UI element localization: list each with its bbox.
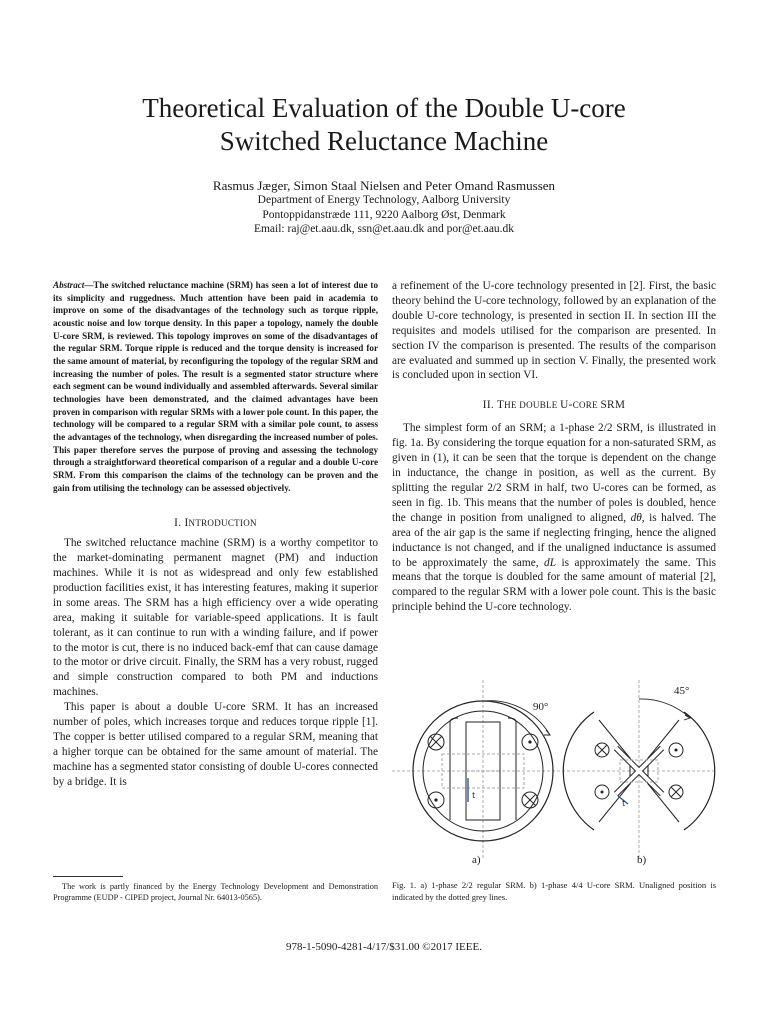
title-line-2: Switched Reluctance Machine [219, 126, 549, 156]
footnote-rule [53, 876, 123, 877]
angle-label-90: 90° [533, 701, 549, 713]
intro-continuation: a refinement of the U-core technology presented in [2]. First, the basic theory behind the U-core technology, followed by an explanation of the double U-core technology, is presented in section II. In section III the requisites and models utilised for the comparison are presented. In section IV the comparison is presented. The results of the comparison are evaluated and summed up in section V. Finally, the presented work is concluded upon in section VI. [392, 280, 716, 382]
abstract [53, 279, 378, 494]
address: Pontoppidanstræde 111, 9220 Aalborg Øst, Denmark [262, 208, 506, 221]
tp-label-a: t [472, 791, 476, 800]
math-dL: dL [544, 556, 556, 569]
abstract-text: —The switched reluctance machine (SRM) has seen a lot of interest due to its simplicity and ruggedness. Much attention have been paid in academia to improve on some of the disadvantages of the technology such as torque ripple, acoustic noise and low torque density. In this paper a topology, namely the double U-core SRM, is reviewed. This topology improves on some of the disadvantages of the regular SRM. Torque ripple is reduced and the torque density is increased for the same amount of material, by reconfiguring the topology of the regular SRM and increasing the number of poles. The result is a segmented stator structure where each segment can be wound individually and assembled afterwards. Several similar technologies have been demonstrated, and the claimed advantages have been proven in comparison with regular SRMs with a lower pole count. In this paper, the technology will be compared to a regular SRM with a similar pole count, to assess the advantages of the technology, when disregarding the increased number of poles. This paper therefore serves the purpose of proving and assessing the technology through a straightforward theoretical comparison of a regular and a double U-core SRM. From this comparison the claims of the technology can be proven and the gain from utilising the technology can be assessed objectively. [53, 280, 378, 493]
intro-paragraph-2: This paper is about a double U-core SRM. It has an increased number of poles, which increases torque and reduces torque ripple [1]. The copper is better utilised compared to a regular SRM, meaning that a higher torque can be obtained for the same amount of material. The machine has a segmented stator consisting of double U-cores connected by a bridge. It is [53, 701, 378, 788]
section-heading-introduction [53, 516, 378, 530]
subfigure-label-b: b) [637, 854, 647, 866]
section2-paragraph-1 [392, 421, 716, 615]
text-run: The simplest form of an SRM; a 1-phase 2/2 SRM, is illustrated in fig. 1a. By considering the torque equation for a non-saturated SRM, as given in (1), it can be seen that the torque is dependent on the change in inductance, the change in position, as well as the current. By splitting the regular 2/2 SRM in half, two U-cores can be formed, as seen in fig. 1b. This means that the number of poles is doubled, hence the change in position from unaligned to aligned, [392, 422, 716, 524]
copyright-line: 978-1-5090-4281-4/17/$31.00 ©2017 IEEE. [286, 941, 482, 953]
section-title-caps: NTRODUCTION [188, 518, 257, 529]
section-title-caps-b: CORE [572, 400, 601, 411]
section-heading-double-ucore [392, 398, 716, 412]
angle-label-45: 45° [674, 685, 690, 697]
department: Department of Energy Technology, Aalborg University [257, 194, 511, 206]
section-number-2: II. T [482, 399, 505, 412]
math-dtheta: dθ [630, 511, 642, 524]
text-run: is approximately the same. This means that the torque is doubled for the same amount of material [2], compared to the regular SRM with a lower pole count. This is the basic principle behind the U-core technology. [392, 556, 716, 614]
abstract-lead: Abstract [53, 280, 85, 290]
tp-label-b: t [622, 799, 626, 808]
text-run: , is halved. The area of the air gap is the same if neglecting fringing, hence the aligned inductance is not changed, and if the unaligned inductance is assumed to be approximately the same, [392, 511, 716, 569]
footnote: The work is partly financed by the Energy Technology Development and Demonstration Programme (EUDP - CIPED project, Journal Nr. 64013-0565). [53, 882, 378, 903]
section-number: I. I [174, 517, 189, 530]
intro-paragraph-1: The switched reluctance machine (SRM) is a worthy competitor to the market-dominating permanent magnet (PM) and induction machines. While it is not as widespread and only few established production facilities exist, it has interesting features, making it superior in some areas. The SRM has a high efficiency over a wide operating area, making it suitable for variable-speed applications. It is fault tolerant, as it can continue to run with a winding failure, and if power to the motor is cut, there is no induced back-emf that can cause damage to the motor or drive circuit. Finally, the SRM has a very robust, rugged and simple construction compared to both PM and inductions machines. [53, 537, 378, 699]
section-title-srm: SRM [600, 399, 626, 412]
email-line: Email: raj@et.aau.dk, ssn@et.aau.dk and por@et.aau.dk [253, 223, 515, 235]
figure-1 [392, 680, 716, 870]
right-column [392, 279, 716, 615]
left-column [53, 279, 378, 790]
author-list: Rasmus Jæger, Simon Staal Nielsen and Peter Omand Rasmussen [212, 178, 556, 193]
affiliation [60, 193, 708, 237]
paper-title [60, 92, 708, 158]
section-title-caps-a: HE DOUBLE [504, 400, 561, 411]
section-title-u: U- [560, 399, 573, 412]
srm-diagram [392, 680, 716, 870]
figure-caption: Fig. 1. a) 1-phase 2/2 regular SRM. b) 1-phase 4/4 U-core SRM. Unaligned position is indicated by the dotted grey lines. [392, 880, 716, 902]
subfigure-label-a: a) [472, 854, 481, 866]
title-line-1: Theoretical Evaluation of the Double U-core [142, 93, 626, 123]
